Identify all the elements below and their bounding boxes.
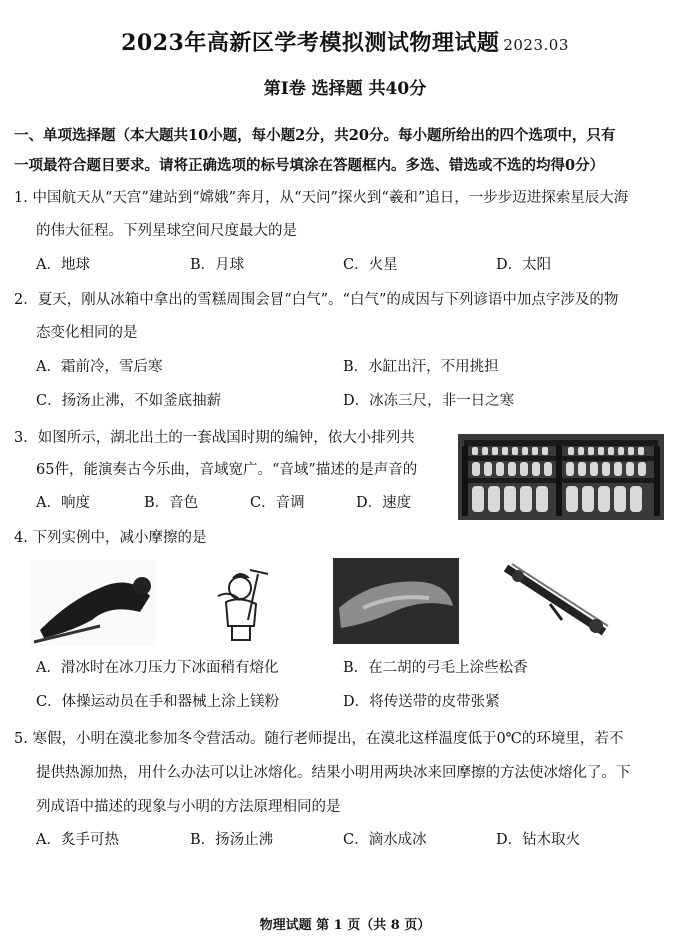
q3-option-b: B．音色 (144, 495, 199, 511)
section1-line2: 一项最符合题目要求。请将正确选项的标号填涂在答题框内。多选、错选或不选的均得0分） (14, 157, 605, 174)
q5-line2: 提供热源加热，用什么办法可以让冰熔化。结果小明用两块冰来回摩擦的方法使冰熔化了。下 (36, 765, 631, 781)
section-subtitle: 第Ⅰ卷 选择题 共40分 (263, 79, 427, 99)
q3-line1: 3．如图所示，湖北出土的一套战国时期的编钟，依大小排列共 (14, 430, 415, 446)
q1-option-b: B．月球 (190, 257, 245, 273)
title-text: 2023年高新区学考模拟测试物理试题 (121, 30, 500, 56)
q3-line2: 65件，能演奏古今乐曲，音域宽广。“音域”描述的是声音的 (36, 462, 418, 478)
q3-option-c: C．音调 (250, 495, 305, 511)
q4-line1: 4. 下列实例中，减小摩擦的是 (14, 530, 207, 546)
page-footer: 物理试题 第 1 页（共 8 页） (259, 918, 431, 933)
title-date: 2023.03 (503, 36, 569, 54)
q5-line1: 5. 寒假，小明在漠北参加冬令营活动。随行老师提出，在漠北这样温度低于0℃的环境里，若不 (14, 731, 624, 747)
q3-option-a: A．响度 (36, 495, 90, 511)
q4-option-c: C．体操运动员在手和器械上涂上镁粉 (36, 694, 280, 710)
ice-skater-image (30, 560, 156, 646)
page-title (0, 26, 690, 57)
q4-option-b: B．在二胡的弓毛上涂些松香 (343, 660, 528, 676)
q2-option-b: B．水缸出汗，不用挑担 (343, 359, 499, 375)
q1-line1: 1. 中国航天从“天宫”建站到“嫦娥”奔月，从“天问”探火到“羲和”追日，一步步迈进探索星辰大海 (14, 190, 629, 206)
q1-option-d: D．太阳 (496, 257, 552, 273)
q4-option-d: D．将传送带的皮带张紧 (343, 694, 500, 710)
q5-option-b: B．扬汤止沸 (190, 832, 274, 848)
q2-option-d: D．冰冻三尺，非一日之寒 (343, 393, 515, 409)
q2-line1: 2．夏天，刚从冰箱中拿出的雪糕周围会冒“白气”。“白气”的成因与下列谚语中加点字涉及的物 (14, 292, 619, 308)
q1-line2: 的伟大征程。下列星球空间尺度最大的是 (36, 223, 297, 239)
conveyor-belt-image (500, 560, 612, 646)
q5-option-c: C．滴水成冰 (343, 832, 427, 848)
q5-line3: 列成语中描述的现象与小明的方法原理相同的是 (36, 799, 341, 815)
q5-option-a: A．炙手可热 (36, 832, 119, 848)
section1-line1: 一、单项选择题（本大题共10小题，每小题2分，共20分。每小题所给出的四个选项中，只有 (14, 127, 616, 144)
q1-option-c: C．火星 (343, 257, 398, 273)
chime-bells-image (458, 434, 664, 520)
q4-option-a: A．滑冰时在冰刀压力下冰面稍有熔化 (36, 660, 279, 676)
q2-option-a: A．霜前冷，雪后寒 (36, 359, 163, 375)
q1-option-a: A．地球 (36, 257, 90, 273)
q2-option-c: C．扬汤止沸，不如釜底抽薪 (36, 393, 222, 409)
erhu-player-image (210, 560, 280, 646)
q5-option-d: D．钻木取火 (496, 832, 581, 848)
q2-line2: 态变化相同的是 (36, 325, 138, 341)
gymnast-hands-image (333, 558, 459, 644)
q3-option-d: D．速度 (356, 495, 412, 511)
